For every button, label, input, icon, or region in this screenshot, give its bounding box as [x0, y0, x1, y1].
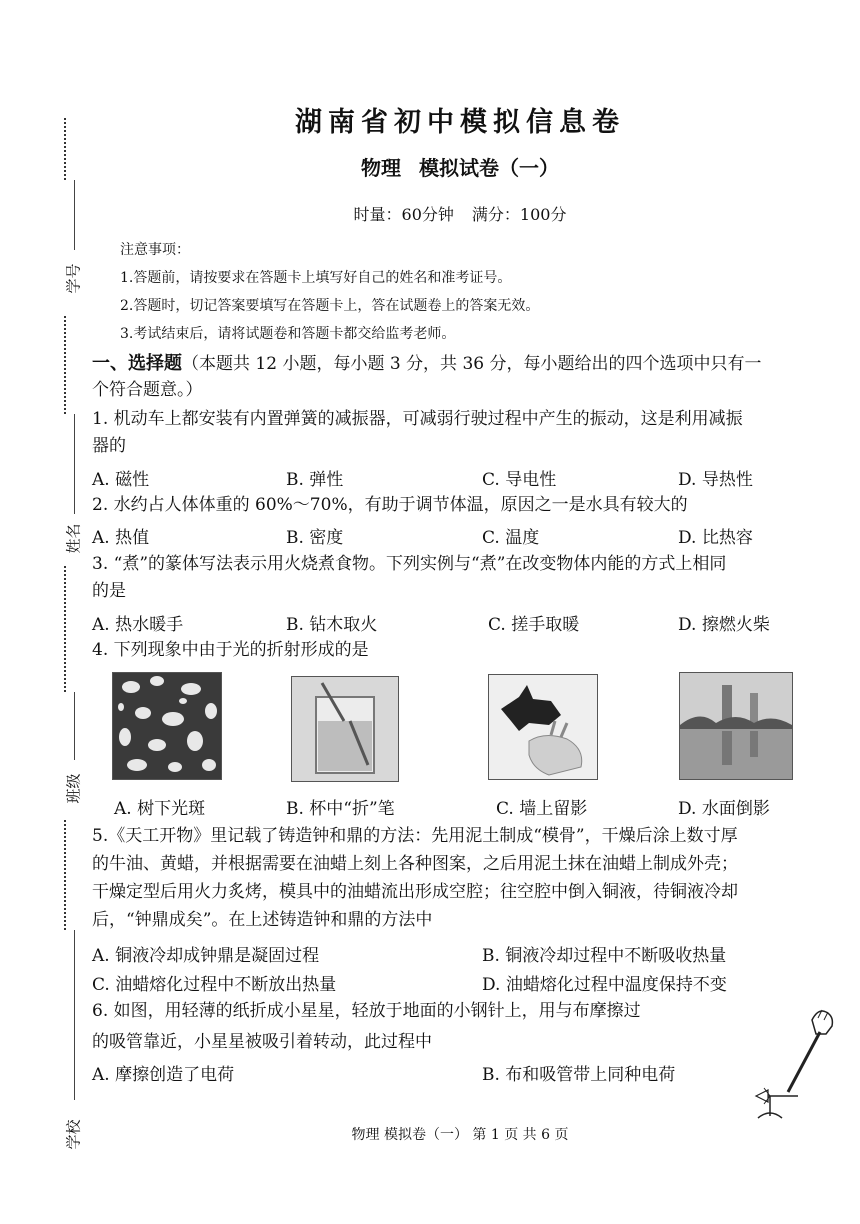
name-label: 姓名 — [64, 523, 83, 554]
q4-stem: 4. 下列现象中由于光的折射形成的是 — [92, 640, 369, 660]
exam-subtitle — [0, 152, 860, 181]
q6-option-a: A. 摩擦创造了电荷 — [92, 1065, 235, 1085]
q1-option-a: A. 磁性 — [92, 470, 150, 490]
tree-light-spots-photo — [112, 672, 222, 780]
q3-option-a: A. 热水暖手 — [92, 615, 184, 635]
q1-stem-2: 器的 — [92, 436, 126, 456]
time-limit: 时量：60分钟 — [353, 205, 454, 224]
q1-option-d: D. 导热性 — [678, 470, 753, 490]
q5-option-d: D. 油蜡熔化过程中温度保持不变 — [482, 975, 727, 995]
pencil-in-glass-photo — [291, 676, 399, 782]
class-label: 班级 — [64, 773, 83, 804]
q4-option-b: B. 杯中“折”笔 — [286, 799, 395, 819]
binding-dots-2 — [64, 316, 68, 414]
section-title: 一、选择题 — [92, 353, 182, 374]
q3-stem-2: 的是 — [92, 581, 126, 601]
time-info — [0, 202, 860, 225]
q5-stem-2: 的牛油、黄蜡，并根据需要在油蜡上刻上各种图案，之后用泥土抹在油蜡上制成外壳； — [92, 854, 738, 874]
q6-stem-2: 的吸管靠近，小星星被吸引着转动，此过程中 — [92, 1032, 432, 1052]
q1-option-b: B. 弹性 — [286, 470, 344, 490]
q4-option-d: D. 水面倒影 — [678, 799, 770, 819]
q5-option-c: C. 油蜡熔化过程中不断放出热量 — [92, 975, 337, 995]
exam-title: 湖南省初中模拟信息卷 — [295, 107, 625, 138]
q1-option-c: C. 导电性 — [482, 470, 557, 490]
q3-option-b: B. 钻木取火 — [286, 615, 378, 635]
note-item-3: 3.考试结束后，请将试题卷和答题卡都交给监考老师。 — [120, 326, 456, 342]
subject: 物理 — [361, 156, 401, 180]
q2-option-d: D. 比热容 — [678, 528, 753, 548]
q2-option-b: B. 密度 — [286, 528, 344, 548]
q1-stem-1: 1. 机动车上都安装有内置弹簧的减振器，可减弱行驶过程中产生的振动，这是利用减振 — [92, 409, 743, 429]
q5-stem-1: 5.《天工开物》里记载了铸造钟和鼎的方法：先用泥土制成“模骨”，干燥后涂上数寸厚 — [92, 826, 738, 846]
q5-stem-4: 后，“钟鼎成矣”。在上述铸造钟和鼎的方法中 — [92, 910, 433, 930]
q5-option-a: A. 铜液冷却成钟鼎是凝固过程 — [92, 946, 320, 966]
q5-option-b: B. 铜液冷却过程中不断吸收热量 — [482, 946, 727, 966]
note-item-2: 2.答题时，切记答案要填写在答题卡上，答在试题卷上的答案无效。 — [120, 298, 540, 314]
note-item-1: 1.答题前，请按要求在答题卡上填写好自己的姓名和准考证号。 — [120, 270, 512, 286]
water-reflection-photo — [679, 672, 793, 780]
page-footer: 物理 模拟卷（一） 第 1 页 共 6 页 — [351, 1127, 569, 1143]
section-desc-2: 个符合题意。） — [92, 380, 203, 400]
student-id-label: 学号 — [64, 263, 83, 294]
full-score: 满分：100分 — [471, 205, 567, 224]
q3-option-c: C. 搓手取暖 — [488, 615, 580, 635]
q2-option-a: A. 热值 — [92, 528, 150, 548]
notes-heading: 注意事项： — [120, 242, 190, 258]
q3-option-d: D. 擦燃火柴 — [678, 615, 770, 635]
school-label: 学校 — [64, 1119, 83, 1150]
binding-line-2 — [74, 414, 75, 514]
q6-option-b: B. 布和吸管带上同种电荷 — [482, 1065, 676, 1085]
binding-dots-3 — [64, 566, 68, 692]
q2-stem: 2. 水约占人体体重的 60%～70%，有助于调节体温，原因之一是水具有较大的 — [92, 495, 688, 515]
section-heading — [92, 350, 852, 378]
q4-option-c: C. 墙上留影 — [496, 799, 588, 819]
q3-stem-1: 3. “煮”的篆体写法表示用火烧煮食物。下列实例与“煮”在改变物体内能的方式上相同 — [92, 554, 727, 574]
hand-shadow-photo — [488, 674, 598, 780]
binding-line-3 — [74, 692, 75, 760]
q6-stem-1: 6. 如图，用轻薄的纸折成小星星，轻放于地面的小钢针上，用与布摩擦过 — [92, 1001, 641, 1021]
paper-name: 模拟试卷（一） — [419, 156, 559, 180]
straw-and-star-illustration — [728, 1004, 850, 1124]
binding-dots-4 — [64, 820, 68, 930]
q2-option-c: C. 温度 — [482, 528, 540, 548]
q5-stem-3: 干燥定型后用火力炙烤，模具中的油蜡流出形成空腔；往空腔中倒入铜液，待铜液冷却 — [92, 882, 738, 902]
binding-line-4 — [74, 930, 75, 1100]
q4-option-a: A. 树下光斑 — [114, 799, 206, 819]
section-desc-1: （本题共 12 小题，每小题 3 分，共 36 分，每小题给出的四个选项中只有一 — [182, 354, 762, 374]
